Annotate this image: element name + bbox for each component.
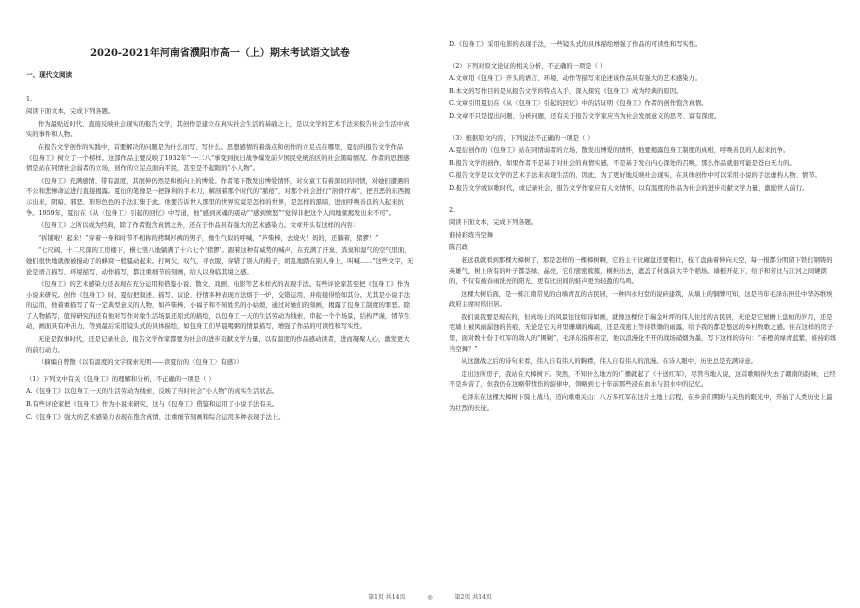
question-intro: 阅读下面文本，完成下列各题。 xyxy=(26,108,115,116)
answer-option: D.《包身工》采用电影的表现手法，一些镜头式的具体描绘增强了作品的可读性和写实性。 xyxy=(449,41,702,48)
answer-option: D.报告文学或讴歌时代，或记录社会，报告文学作家应有人文情怀，以有温度的作品为社会的进步贡献文学力量，激励世人前行。 xyxy=(449,184,809,192)
answer-option: B.有些评论家把《包身工》作为小说来研究，这与《包身工》借鉴和运用了小说手法有关。 xyxy=(26,401,279,409)
footer-marker: ◎ xyxy=(427,594,433,601)
page-number-left: 第1页 共14页 xyxy=(368,594,406,601)
section-heading: 一、现代文阅读 xyxy=(26,71,73,79)
answer-option: B.本文的写作目的是从报告文学的特点入手，深入探究《包身工》成为经典的原因。 xyxy=(449,87,683,95)
page-number-right: 第2页 共14页 xyxy=(454,594,492,601)
passage-paragraph: 《包身工》之所以成为经典，除了作者饱含真情之外，还在于作品具有强大的艺术感染力。文章开头有这样的内容： xyxy=(38,222,360,230)
passage-paragraph: 我们说我要是现在的，但真场上的风景往往如诗如画，就像这棵位于瑞金叶坪的伟人住过的古民居，无论是它屋檐上盘桓的岁月，还是宅墙上被风雨漏蚀的苔痕，无论是它天井里珊瑚的梅疏，还是茂密上等待铁锄的雨露，给予我的都是悠远的乡村牧歌之感。住在这样的房子里，面对数十份于红军的敌人的“围剿”，毛泽东指挥若定，他以浪漫化不开的战场硝烟为墨，写下这样的诗句：“赤橙黄绿青蓝紫，谁持彩练当空舞？” xyxy=(449,313,837,353)
answer-option: C.文章引用夏衍在《从〈包身工〉引起的回忆》中的话证明《包身工》作者的创作饱含真情。 xyxy=(449,100,708,108)
answer-option: D.文章不只是提出问题、分析问题，还有关于报告文学家应当为社会发展意义的思考、富有深度。 xyxy=(449,112,721,120)
passage-author: 陈召政 xyxy=(449,244,468,252)
question-intro: 阅读下面文本，完成下列各题。 xyxy=(449,219,538,227)
passage-title: 谁持彩练当空舞 xyxy=(449,231,494,239)
answer-option: A.《包身工》以包身工一天的生活劳动为线索，反映了当时社会“小人物”的真实生活状态。 xyxy=(26,388,279,396)
page-title: 2020-2021年河南省濮阳市高一（上）期末考试语文试卷 xyxy=(90,48,350,59)
answer-option: B.报告文学的创作，如果作者不是基于对社会的真情实感，不是基于发自内心深处的召唤，那么作品就很可能是苍白无力的。 xyxy=(449,159,796,167)
answer-option: C.《包身工》强大的艺术感染力表现在饱含真情、注重细节刻画和综合运用多种表现手法上。 xyxy=(26,413,285,421)
question-stem: （2）下列对原文论证的相关分析，不正确的一项是（ ） xyxy=(449,62,607,70)
passage-paragraph: 走出这所房子，我站在大樟树下。突然，不知什么地方的广播就起了《十送红军》，尽管当地人说，这首歌唱得失去了赣南的韵味，已经不是乡音了，但我仍在这略带忧伤的旋律中，领略到七十年前那些浸在血水与泪水中的记忆。 xyxy=(449,370,836,389)
passage-paragraph: 作为最贴近时代、直接反映社会现实的报告文学，其创作是建立在真实社会生活的基础之上，是以文学的艺术手法来报告社会生活中真实的事件和人物。 xyxy=(26,120,410,139)
question-number: 1. xyxy=(26,95,33,103)
answer-option: A.夏衍创作的《包身工》站在同情弱者的立场，散发出博爱的情怀，他要揭露包身工制度的真相，呼唤善良的人起来抗争。 xyxy=(449,147,790,155)
right-column xyxy=(449,40,837,416)
passage-paragraph: 这棵大树后面，是一栋江南常见的白墙青瓦的古民居，一种四水归堂的说砖建筑，从墙上的铜牌可知，这是当年毛泽东担任中华苏维埃政府主席时的旧居。 xyxy=(449,290,833,309)
passage-paragraph: 毛泽东在这棵大樟树下骑上战马，迈向重重关山：八万多红军在这片土地上启程，在乡亲们期盼与关热的眼光中，开始了人类历史上最为壮烈的长征。 xyxy=(449,394,833,412)
answer-option: C.报告文学是以文学的艺术手法来表现生活的，因此，为了更好地反映社会现实，在具体创作中可以采用小说的手法虚构人物、情节。 xyxy=(449,172,821,180)
passage-paragraph: “七尺阔、十二尺深的工房楼下，横七竖八地躺满了十六七个‘猪猡’。跟着这种有威势的喊声，在充满了汗臭、粪臭和湿气的空气里面，她们很快地就像被搅动了的蜂窝一般骚动起来。打呵欠，叹气，寻衣服，穿错了别人的鞋子，胡乱地踏在别人身上，叫喊……”这些文字，无论是语言描写、环境描写、动作描写，都注重细节的刻画，给人以身临其境之感。 xyxy=(26,247,414,276)
page-footer xyxy=(0,592,860,601)
passage-paragraph: 从这激战之后的诗句来看，伟人自有伟人的胸襟，伟人自有伟人的浪漫。在诗人眼中，历史总是充满诗意。 xyxy=(461,358,757,366)
passage-source: （摘编自曾散《以有温度的文字探索光明——读夏衍的〈包身工〉有感》） xyxy=(38,359,243,367)
passage-paragraph: 《包身工》充满感情、带有温度，其展伸仍然是和极向上的博爱。作者笔下散发出博爱情怀，对女童工有着深切的同情，对她们遭遇的不公和悲惨命运进行直接揭露。夏衍的笔像是一把锋利的手术刀，解剖着那个时代的“脓疮”，对那个社会进行“剖骨疗毒”，把丑恶的东西揭示出来，阴暗、邪恶、形形色色的手法汇集于此。他要告诉世人那里的世界究竟是怎样的世界，是怎样的黑暗，进而呼唤善良的人起来抗争。1959年，夏衍在《从〈包身工〉引起的回忆》中写道，他“感到灵魂的震动”“感到愤怒”“觉得非把这个人间地狱揭发出来不可”。 xyxy=(26,177,411,217)
passage-paragraph: 无论是叙事时代，还是记录社会，报告文学作家都要为社会的进步贡献文学力量，以有温度的作品感动读者，进而凝聚人心，激发更大的前行动力。 xyxy=(26,336,410,354)
passage-paragraph: “拆铺啦！起来！”穿着一身和时节不相称的拷绸衫裤的男子，像生气似的呼喊，“芦柴棒，去烧火！妈的，还躺着，猪猡！” xyxy=(38,234,379,242)
question-stem: （3）根据原文内容，下列说法不正确的一项是（ ） xyxy=(449,134,594,142)
question-stem: （1）下列文中有关《包身工》的理解和分析，不正确的一项是（ ） xyxy=(26,375,215,383)
question-number: 2. xyxy=(449,206,456,214)
passage-paragraph: 《包身工》的艺术感染力还表现在充分运用和借鉴小说、散文、戏剧、电影等艺术样式的表现手法。有些评论家甚至把《包身工》作为小说来研究。创作《包身工》时，夏衍把叙述、描写、议论、抒情多种表现方法熔于一炉，交错运用，并衔接得恰如其分。尤其是小说手法的运用，他着重描写了有一定典型意义的人物，如芦柴棒、小福子和不知姓名的小姑娘，通过对她们的刻画，揭露了包身工制度的罪恶。除了人物描写，值得研究的还有他对写作对象生活场景还原式的描绘，以包身工一天的生活劳动为线索，串起一个个场景，结构严谨，情节生动，画面具有冲击力，等到最后采用镜头式的具体描绘，如包身工们早晨喝粥的情景描写，增强了作品的可读性和写实性。 xyxy=(26,281,411,331)
left-column xyxy=(26,0,414,425)
answer-option: A.文章用《包身工》开头的语言、环境、动作等描写来论述该作品具有强大的艺术感染力。 xyxy=(449,75,702,83)
passage-paragraph: 老远我就看到那棵大樟树了，那是怎样的一棵樟树啊，它的主干比碾盘还要粗壮，枝丫盘曲着伸向天空，每一根都分明留下铁打钢铸的英雄气，树上所有的叶子都茎绿，晶亮，它们密密簇簇，横担出去，遮盖了村落前大半个稻场。墙根开花下，给予和芳比与江河之间硬朗的，不仅有被春雨洗亮的阳光，更有比田间的蛙声更为轻盈的鸟鸣。 xyxy=(449,256,833,286)
passage-paragraph: 在报告文学创作的实践中，首要解决的问题是为什么而写、写什么。思想感情的着落点和创作的立足点在哪里，夏衍的报告文学作品《包身工》树立了一个榜样。这部作品主要反映了1932年“一·二八”事变到抗日战争爆发前夕国民党统治区的社会黑暗情况。作者的思想感情是站在同情社会弱者的立场，创作的立足点面向平民，甚至是不起眼的“小人物”。 xyxy=(26,143,410,173)
